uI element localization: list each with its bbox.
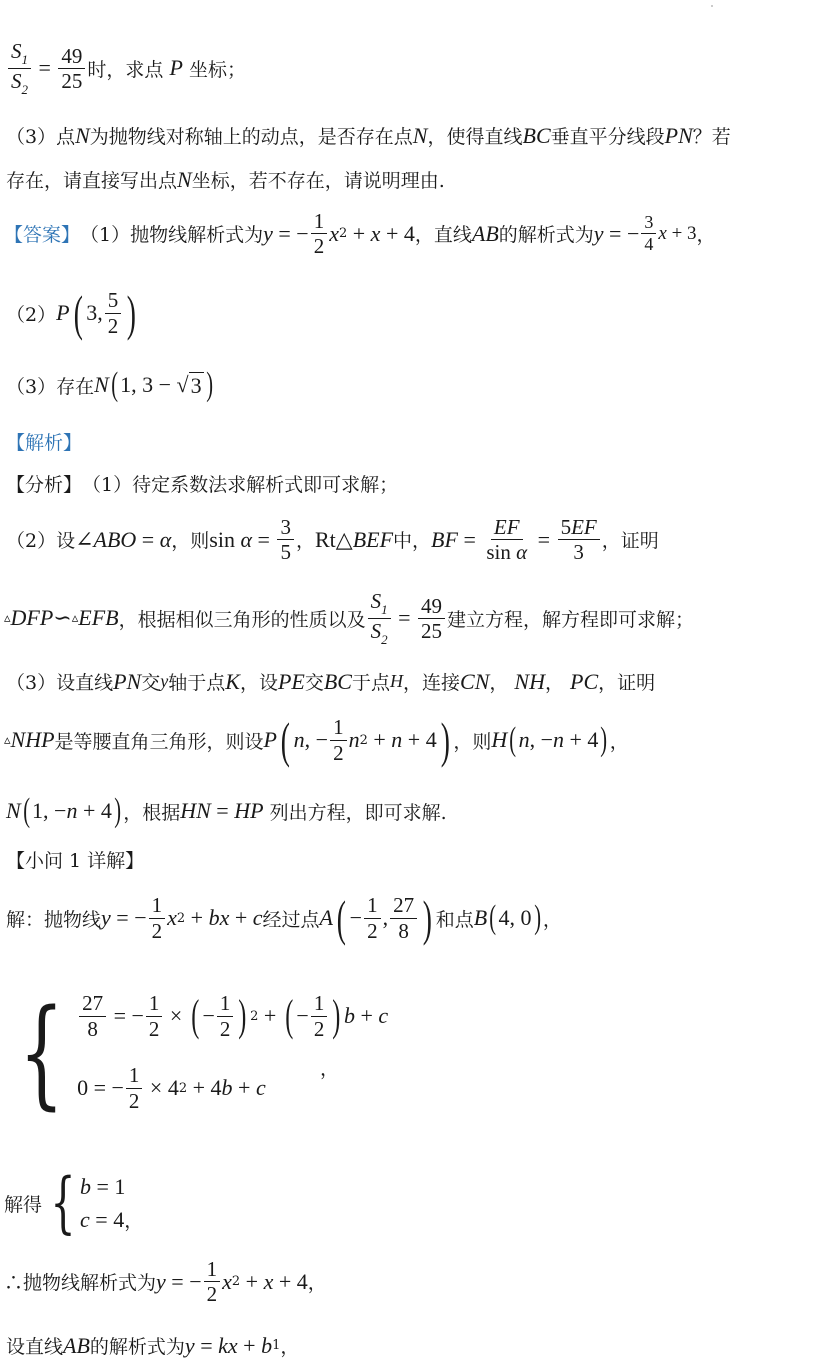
detail-solve: 解得 { b = 1 c = 4 ， (4, 1164, 144, 1241)
answer-part-3: （3）存在 N ( 1, 3 − √ 3 ) (6, 366, 213, 403)
question-3-line-2: 存在，请直接写出点 N 坐标，若不存在，请说明理由. (6, 166, 445, 192)
analysis-1: 【分析】 （1）待定系数法求解析式即可求解； (6, 474, 399, 496)
sqrt-3: √ 3 (176, 371, 202, 398)
jiexi-tag: 【解析】 (6, 432, 83, 454)
scan-speck (711, 5, 713, 7)
answer-part-2: （2） P ( 3, $\frac{5}{2}$ ) (6, 285, 137, 341)
detail-tag: 【小问 1 详解】 (6, 850, 145, 872)
detail-therefore: ∴抛物线解析式为 y = − $\frac{1}{2}$ x 2 + x + 4 ， (4, 1257, 327, 1307)
system-comma: ， (320, 1058, 340, 1080)
analysis-3: ▵ DFP ∽ ▵ EFB ，根据相似三角形的性质以及 $\frac{S_1}{S_2}$ = $\frac{49}{25}$ 建立方程，解方程即可求解； (4, 589, 695, 647)
detail-set-line: 设直线 AB 的解析式为 y = kx + b 1 ， (6, 1332, 300, 1358)
analysis-6: N ( 1, − n + 4 ) ，根据 HN = HP 列出方程，即可求解. (6, 792, 447, 829)
equation-system-1: { $\frac{27}{8}$ = − $\frac{1}{2}$ × ( − $\frac{1}{2}$ ) 2 + ( − $\frac{1}{2}$ ) b + c 0 = − $\frac{1}{2}$ × 4 2 + 4 b + c (19, 983, 389, 1121)
fraction-s1-s2: $\frac{S_1}{S_2}$ (8, 40, 31, 96)
detail-line-1: 解：抛物线 y = − $\frac{1}{2}$ x 2 + bx + c 经过点 A ( − $\frac{1}{2}$ , $\frac{27}{8}$ ) 和点 B ( 4, 0 ) ， (6, 890, 562, 946)
line-ratio-condition: $\frac{S_1}{S_2}$ = $\frac{49}{25}$ 时，求点 P 坐标； (6, 40, 246, 96)
answer-part-1: 【答案】 （1）抛物线解析式为 y = − $\frac{1}{2}$ x 2 + x + 4 ，直线 AB 的解析式为 y = − $\frac{3}{4}$ x + 3 ， (4, 209, 716, 259)
analysis-4: （3）设直线 PN 交 y 轴于点 K ，设 PE 交 BC 于点 H ，连接 CN ， NH ， PC ，证明 (6, 668, 656, 694)
answer-tag: 【答案】 (4, 224, 81, 247)
analysis-2: （2）设 ∠ ABO = α ，则 sin α = $\frac{3}{5}$ ， Rt △ BEF 中， BF = $\frac{EF}{\text{sin α}}$ = $\frac{5EF}{3}$ ，证明 (6, 515, 659, 565)
question-3-line-1: （3）点 N 为抛物线对称轴上的动点，是否存在点 N ，使得直线 BC 垂直平分线段 PN ？若 (6, 122, 731, 148)
analysis-5: ▵ NHP 是等腰直角三角形，则设 P ( n , − $\frac{1}{2}$ n 2 + n + 4 ) ，则 H ( n , − n + 4 ) ， (4, 712, 629, 768)
fraction-49-25: $\frac{49}{25}$ (58, 45, 85, 92)
